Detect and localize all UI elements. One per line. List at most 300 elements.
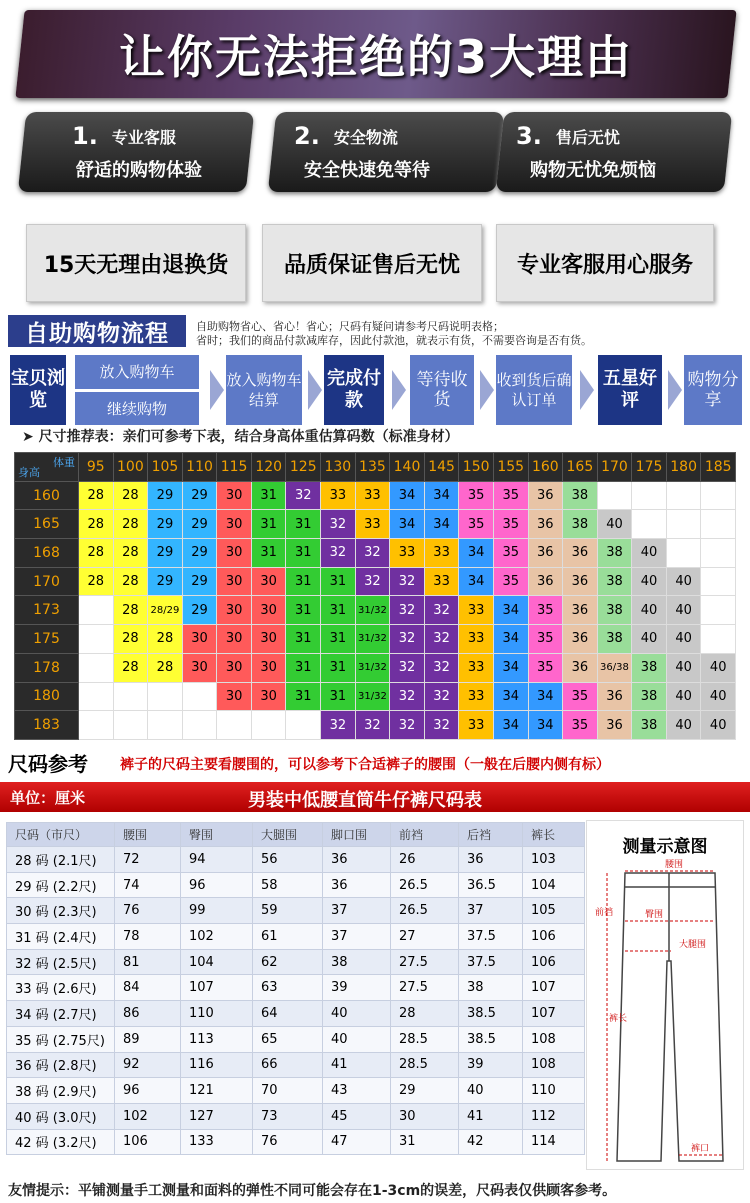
- flow-step-confirm: 收到货后确认订单: [496, 355, 572, 425]
- size-cell: 31/32: [355, 682, 390, 711]
- size-cell: 38: [597, 567, 632, 596]
- size-cell: 31: [251, 510, 286, 539]
- size-cell: 30: [182, 625, 217, 654]
- jeans-cell: 39: [459, 1052, 523, 1078]
- size-cell: 40: [597, 510, 632, 539]
- jeans-cell: 40: [459, 1078, 523, 1104]
- size-cell: 32: [390, 596, 425, 625]
- size-cell: 35: [459, 510, 494, 539]
- size-cell: 35: [493, 481, 528, 510]
- jeans-cell: 38: [323, 949, 391, 975]
- flow-arrow: [580, 370, 594, 410]
- height-header: 175: [15, 625, 79, 654]
- jeans-cell: 96: [115, 1078, 181, 1104]
- size-cell: 35: [493, 567, 528, 596]
- reason-title: 安全物流: [333, 127, 398, 147]
- flow-note-1: 自助购物省心、省心！省心；尺码有疑问请参考尺码说明表格；: [196, 320, 504, 333]
- jeans-cell: 31 码 (2.4尺): [7, 924, 115, 950]
- size-cell: [79, 596, 114, 625]
- size-cell: 28: [113, 539, 148, 568]
- jeans-cell: 41: [459, 1103, 523, 1129]
- size-cell: 40: [632, 539, 667, 568]
- jeans-cell: 76: [253, 1129, 323, 1155]
- size-cell: 31/32: [355, 596, 390, 625]
- size-cell: 34: [493, 653, 528, 682]
- jeans-cell: 41: [323, 1052, 391, 1078]
- flow-step-add-cart: 放入购物车: [75, 355, 199, 389]
- guarantee-quality: 品质保证售后无忧: [262, 224, 482, 302]
- jeans-cell: 107: [523, 1001, 585, 1027]
- jeans-cell: 102: [115, 1103, 181, 1129]
- jeans-cell: 108: [523, 1052, 585, 1078]
- banner-title: 让你无法拒绝的3大理由: [118, 30, 633, 84]
- jeans-cell: 32 码 (2.5尺): [7, 949, 115, 975]
- size-cell: 28: [79, 567, 114, 596]
- size-cell: 29: [182, 567, 217, 596]
- size-cell: 28: [113, 481, 148, 510]
- jeans-cell: 66: [253, 1052, 323, 1078]
- size-cell: 40: [701, 653, 736, 682]
- jeans-cell: 27.5: [391, 975, 459, 1001]
- jeans-cell: 114: [523, 1129, 585, 1155]
- jeans-column-header: 前裆: [391, 823, 459, 847]
- corner-weight: 体重: [53, 456, 75, 469]
- jeans-cell: 28: [391, 1001, 459, 1027]
- jeans-cell: 107: [523, 975, 585, 1001]
- size-cell: 38: [597, 539, 632, 568]
- size-cell: [148, 711, 183, 740]
- size-cell: 40: [632, 567, 667, 596]
- size-cell: 35: [493, 539, 528, 568]
- jeans-cell: 99: [181, 898, 253, 924]
- size-cell: 32: [321, 711, 356, 740]
- reference-title: 尺码参考: [8, 752, 88, 776]
- reason-number: 1.: [72, 122, 98, 150]
- size-cell: [79, 625, 114, 654]
- size-cell: 33: [459, 682, 494, 711]
- size-cell: 40: [666, 567, 701, 596]
- size-cell: [79, 711, 114, 740]
- flow-step-continue: 继续购物: [75, 392, 199, 425]
- size-cell: [666, 481, 701, 510]
- weight-header: 115: [217, 453, 252, 482]
- weight-header: 160: [528, 453, 563, 482]
- size-cell: 30: [251, 567, 286, 596]
- size-cell: 34: [390, 510, 425, 539]
- jeans-cell: 29: [391, 1078, 459, 1104]
- size-cell: 28: [148, 625, 183, 654]
- size-cell: 31: [286, 682, 321, 711]
- reason-card-2: [272, 112, 500, 192]
- size-cell: 34: [459, 567, 494, 596]
- jeans-cell: 108: [523, 1026, 585, 1052]
- size-cell: 33: [321, 481, 356, 510]
- jeans-cell: 42: [459, 1129, 523, 1155]
- height-header: 168: [15, 539, 79, 568]
- size-cell: [217, 711, 252, 740]
- jeans-cell: 74: [115, 872, 181, 898]
- jeans-cell: 30 码 (2.3尺): [7, 898, 115, 924]
- jeans-cell: 31: [391, 1129, 459, 1155]
- size-cell: 31: [286, 625, 321, 654]
- size-cell: 28: [113, 596, 148, 625]
- size-cell: 30: [217, 596, 252, 625]
- table-row: [7, 975, 585, 1001]
- weight-header: 150: [459, 453, 494, 482]
- size-cell: [113, 711, 148, 740]
- size-cell: 31: [321, 567, 356, 596]
- jeans-cell: 73: [253, 1103, 323, 1129]
- weight-header: 175: [632, 453, 667, 482]
- size-cell: [79, 653, 114, 682]
- corner-height: 身高: [18, 465, 40, 479]
- weight-header: 95: [79, 453, 114, 482]
- jeans-cell: 81: [115, 949, 181, 975]
- size-cell: 33: [355, 481, 390, 510]
- size-cell: 36: [563, 625, 598, 654]
- flow-step-pay: 完成付款: [324, 355, 384, 425]
- diagram-title: 测量示意图: [622, 837, 708, 857]
- jeans-cell: 36.5: [459, 872, 523, 898]
- size-cell: 33: [424, 567, 459, 596]
- flow-title: 自助购物流程: [8, 315, 186, 347]
- jeans-column-header: 后裆: [459, 823, 523, 847]
- unit-label: 单位：厘米: [10, 789, 86, 807]
- jeans-cell: 58: [253, 872, 323, 898]
- jeans-cell: 36 码 (2.8尺): [7, 1052, 115, 1078]
- thigh-label: 大腿围: [679, 940, 707, 950]
- size-cell: 36: [528, 539, 563, 568]
- hip-label: 臀围: [645, 910, 664, 920]
- size-cell: 28: [79, 510, 114, 539]
- size-cell: [113, 682, 148, 711]
- size-cell: 36: [563, 539, 598, 568]
- weight-header: 140: [390, 453, 425, 482]
- jeans-cell: 103: [523, 847, 585, 873]
- table-row: [7, 872, 585, 898]
- size-cell: 36: [563, 653, 598, 682]
- size-cell: 34: [493, 682, 528, 711]
- flow-arrow: [308, 370, 322, 410]
- size-cell: 32: [390, 653, 425, 682]
- pants-diagram-icon: [587, 821, 745, 1171]
- size-cell: 29: [182, 539, 217, 568]
- weight-header: 105: [148, 453, 183, 482]
- size-cell: [701, 481, 736, 510]
- guarantee-service: 专业客服用心服务: [496, 224, 714, 302]
- size-cell: 30: [251, 653, 286, 682]
- size-cell: 33: [459, 653, 494, 682]
- size-cell: [597, 481, 632, 510]
- weight-header: 135: [355, 453, 390, 482]
- jeans-cell: 36: [323, 872, 391, 898]
- table-row: [7, 1052, 585, 1078]
- jeans-cell: 40: [323, 1026, 391, 1052]
- size-cell: 32: [424, 711, 459, 740]
- jeans-cell: 38: [459, 975, 523, 1001]
- size-cell: 38: [632, 711, 667, 740]
- jeans-cell: 36: [459, 847, 523, 873]
- jeans-cell: 47: [323, 1129, 391, 1155]
- size-cell: 29: [148, 481, 183, 510]
- size-cell: 32: [390, 625, 425, 654]
- size-cell: 28: [113, 510, 148, 539]
- size-cell: 32: [390, 682, 425, 711]
- height-header: 173: [15, 596, 79, 625]
- reason-card-1: [22, 112, 250, 192]
- jeans-cell: 102: [181, 924, 253, 950]
- size-cell: 30: [217, 682, 252, 711]
- size-cell: 30: [217, 510, 252, 539]
- size-cell: 32: [390, 711, 425, 740]
- size-cell: 32: [321, 539, 356, 568]
- jeans-cell: 29 码 (2.2尺): [7, 872, 115, 898]
- table-row: [7, 1001, 585, 1027]
- jeans-cell: 72: [115, 847, 181, 873]
- size-cell: 30: [182, 653, 217, 682]
- hem-label: 裤口: [691, 1144, 710, 1154]
- size-cell: 31: [251, 539, 286, 568]
- size-cell: 40: [666, 711, 701, 740]
- jeans-cell: 62: [253, 949, 323, 975]
- size-cell: 34: [493, 596, 528, 625]
- size-cell: 33: [424, 539, 459, 568]
- size-cell: 28: [113, 653, 148, 682]
- size-cell: 33: [355, 510, 390, 539]
- size-cell: 35: [563, 682, 598, 711]
- height-header: 170: [15, 567, 79, 596]
- weight-header: 130: [321, 453, 356, 482]
- weight-header: 185: [701, 453, 736, 482]
- size-cell: [632, 510, 667, 539]
- weight-header: 180: [666, 453, 701, 482]
- jeans-cell: 37: [323, 924, 391, 950]
- size-cell: 32: [321, 510, 356, 539]
- table-row: [7, 1026, 585, 1052]
- size-cell: 35: [459, 481, 494, 510]
- size-cell: 29: [148, 539, 183, 568]
- reference-note: 裤子的尺码主要看腰围的，可以参考下合适裤子的腰围（一般在后腰内侧有标）: [120, 757, 610, 773]
- flow-step-share: 购物分享: [684, 355, 742, 425]
- size-cell: 29: [148, 510, 183, 539]
- size-cell: 28: [113, 567, 148, 596]
- weight-header: 165: [563, 453, 598, 482]
- jeans-cell: 36: [323, 847, 391, 873]
- size-cell: 29: [148, 567, 183, 596]
- jeans-cell: 92: [115, 1052, 181, 1078]
- size-cell: 40: [632, 596, 667, 625]
- size-cell: 35: [528, 625, 563, 654]
- size-hint: ➤ 尺寸推荐表：亲们可参考下表，结合身高体重估算码数（标准身材）: [22, 429, 459, 445]
- jeans-cell: 27.5: [391, 949, 459, 975]
- length-label: 裤长: [609, 1014, 628, 1024]
- jeans-cell: 86: [115, 1001, 181, 1027]
- size-cell: 30: [217, 481, 252, 510]
- jeans-cell: 96: [181, 872, 253, 898]
- jeans-cell: 110: [523, 1078, 585, 1104]
- size-cell: 40: [701, 711, 736, 740]
- size-cell: 31: [286, 596, 321, 625]
- size-cell: [251, 711, 286, 740]
- size-cell: [701, 596, 736, 625]
- jeans-column-header: 臀围: [181, 823, 253, 847]
- front-rise-label: 前裆: [595, 908, 614, 918]
- reason-number: 2.: [294, 122, 320, 150]
- size-cell: 36: [563, 596, 598, 625]
- height-header: 165: [15, 510, 79, 539]
- jeans-cell: 63: [253, 975, 323, 1001]
- jeans-column-header: 腰围: [115, 823, 181, 847]
- jeans-cell: 26.5: [391, 898, 459, 924]
- size-cell: 30: [217, 653, 252, 682]
- jeans-cell: 38.5: [459, 1026, 523, 1052]
- jeans-cell: 105: [523, 898, 585, 924]
- size-cell: 36: [528, 481, 563, 510]
- size-cell: 34: [459, 539, 494, 568]
- size-cell: 34: [528, 682, 563, 711]
- size-cell: 32: [355, 567, 390, 596]
- size-cell: 30: [251, 625, 286, 654]
- jeans-cell: 37.5: [459, 949, 523, 975]
- size-cell: 34: [424, 510, 459, 539]
- size-cell: 33: [390, 539, 425, 568]
- size-cell: [701, 539, 736, 568]
- weight-header: 110: [182, 453, 217, 482]
- reason-card-3: [500, 112, 728, 192]
- size-cell: 30: [217, 625, 252, 654]
- size-cell: 36: [528, 510, 563, 539]
- size-cell: 31: [321, 653, 356, 682]
- size-cell: 36: [597, 682, 632, 711]
- size-cell: [701, 510, 736, 539]
- size-cell: 36: [597, 711, 632, 740]
- reason-number: 3.: [516, 122, 542, 150]
- weight-header: 170: [597, 453, 632, 482]
- size-cell: 29: [182, 481, 217, 510]
- jeans-cell: 37: [323, 898, 391, 924]
- jeans-cell: 30: [391, 1103, 459, 1129]
- jeans-cell: 43: [323, 1078, 391, 1104]
- size-cell: 40: [666, 653, 701, 682]
- jeans-cell: 27: [391, 924, 459, 950]
- size-cell: 32: [355, 539, 390, 568]
- reason-title: 售后无忧: [555, 127, 620, 147]
- jeans-cell: 34 码 (2.7尺): [7, 1001, 115, 1027]
- jeans-cell: 76: [115, 898, 181, 924]
- jeans-cell: 116: [181, 1052, 253, 1078]
- size-cell: 31/32: [355, 625, 390, 654]
- jeans-cell: 40: [323, 1001, 391, 1027]
- height-header: 178: [15, 653, 79, 682]
- reason-subtitle: 安全快速免等待: [304, 160, 430, 181]
- size-cell: 30: [251, 596, 286, 625]
- flow-arrow: [480, 370, 494, 410]
- size-cell: 34: [528, 711, 563, 740]
- size-cell: [666, 510, 701, 539]
- size-cell: 29: [182, 596, 217, 625]
- size-cell: [666, 539, 701, 568]
- jeans-cell: 133: [181, 1129, 253, 1155]
- size-cell: [286, 711, 321, 740]
- jeans-column-header: 脚口围: [323, 823, 391, 847]
- jeans-cell: 89: [115, 1026, 181, 1052]
- jeans-column-header: 大腿围: [253, 823, 323, 847]
- size-cell: 40: [666, 596, 701, 625]
- jeans-cell: 28 码 (2.1尺): [7, 847, 115, 873]
- jeans-cell: 59: [253, 898, 323, 924]
- height-header: 160: [15, 481, 79, 510]
- size-cell: 30: [251, 682, 286, 711]
- size-cell: 28: [79, 481, 114, 510]
- flow-step-browse: 宝贝浏览: [10, 355, 66, 425]
- size-cell: 28: [148, 653, 183, 682]
- size-cell: 32: [424, 596, 459, 625]
- jeans-cell: 28.5: [391, 1026, 459, 1052]
- size-cell: 31: [286, 567, 321, 596]
- table-row: [7, 898, 585, 924]
- jeans-cell: 107: [181, 975, 253, 1001]
- size-cell: 32: [390, 567, 425, 596]
- weight-header: 125: [286, 453, 321, 482]
- size-cell: 32: [424, 625, 459, 654]
- jeans-cell: 56: [253, 847, 323, 873]
- flow-arrow: [210, 370, 224, 410]
- size-cell: [79, 682, 114, 711]
- jeans-cell: 121: [181, 1078, 253, 1104]
- height-header: 183: [15, 711, 79, 740]
- size-cell: 33: [459, 711, 494, 740]
- size-cell: 32: [355, 711, 390, 740]
- table-row: [7, 924, 585, 950]
- jeans-cell: 42 码 (3.2尺): [7, 1129, 115, 1155]
- size-cell: 38: [632, 682, 667, 711]
- jeans-cell: 84: [115, 975, 181, 1001]
- weight-header: 100: [113, 453, 148, 482]
- jeans-cell: 35 码 (2.75尺): [7, 1026, 115, 1052]
- size-grid: [14, 452, 736, 740]
- size-cell: 35: [528, 596, 563, 625]
- flow-note-2: 省时；我们的商品付款减库存，因此付款池，就表示有货，不需要咨询是否有货。: [196, 334, 592, 347]
- table-row: [7, 1129, 585, 1155]
- size-cell: 35: [563, 711, 598, 740]
- size-cell: 30: [217, 567, 252, 596]
- size-cell: 33: [459, 596, 494, 625]
- waist-label: 腰围: [665, 860, 684, 870]
- jeans-cell: 106: [523, 924, 585, 950]
- size-cell: 28/29: [148, 596, 183, 625]
- size-cell: 40: [632, 625, 667, 654]
- jeans-cell: 113: [181, 1026, 253, 1052]
- jeans-column-header: 尺码（市尺）: [7, 823, 115, 847]
- size-cell: [701, 567, 736, 596]
- size-cell: 32: [286, 481, 321, 510]
- flow-step-checkout: 放入购物车结算: [226, 355, 302, 425]
- size-cell: 38: [632, 653, 667, 682]
- table-row: [7, 949, 585, 975]
- jeans-cell: 61: [253, 924, 323, 950]
- jeans-cell: 65: [253, 1026, 323, 1052]
- size-cell: 30: [217, 539, 252, 568]
- grid-corner: [15, 453, 79, 482]
- size-cell: 40: [666, 625, 701, 654]
- size-cell: 31: [286, 510, 321, 539]
- flow-arrow: [668, 370, 682, 410]
- size-cell: 32: [424, 682, 459, 711]
- weight-header: 145: [424, 453, 459, 482]
- weight-header: 120: [251, 453, 286, 482]
- jeans-cell: 28.5: [391, 1052, 459, 1078]
- size-cell: 34: [424, 481, 459, 510]
